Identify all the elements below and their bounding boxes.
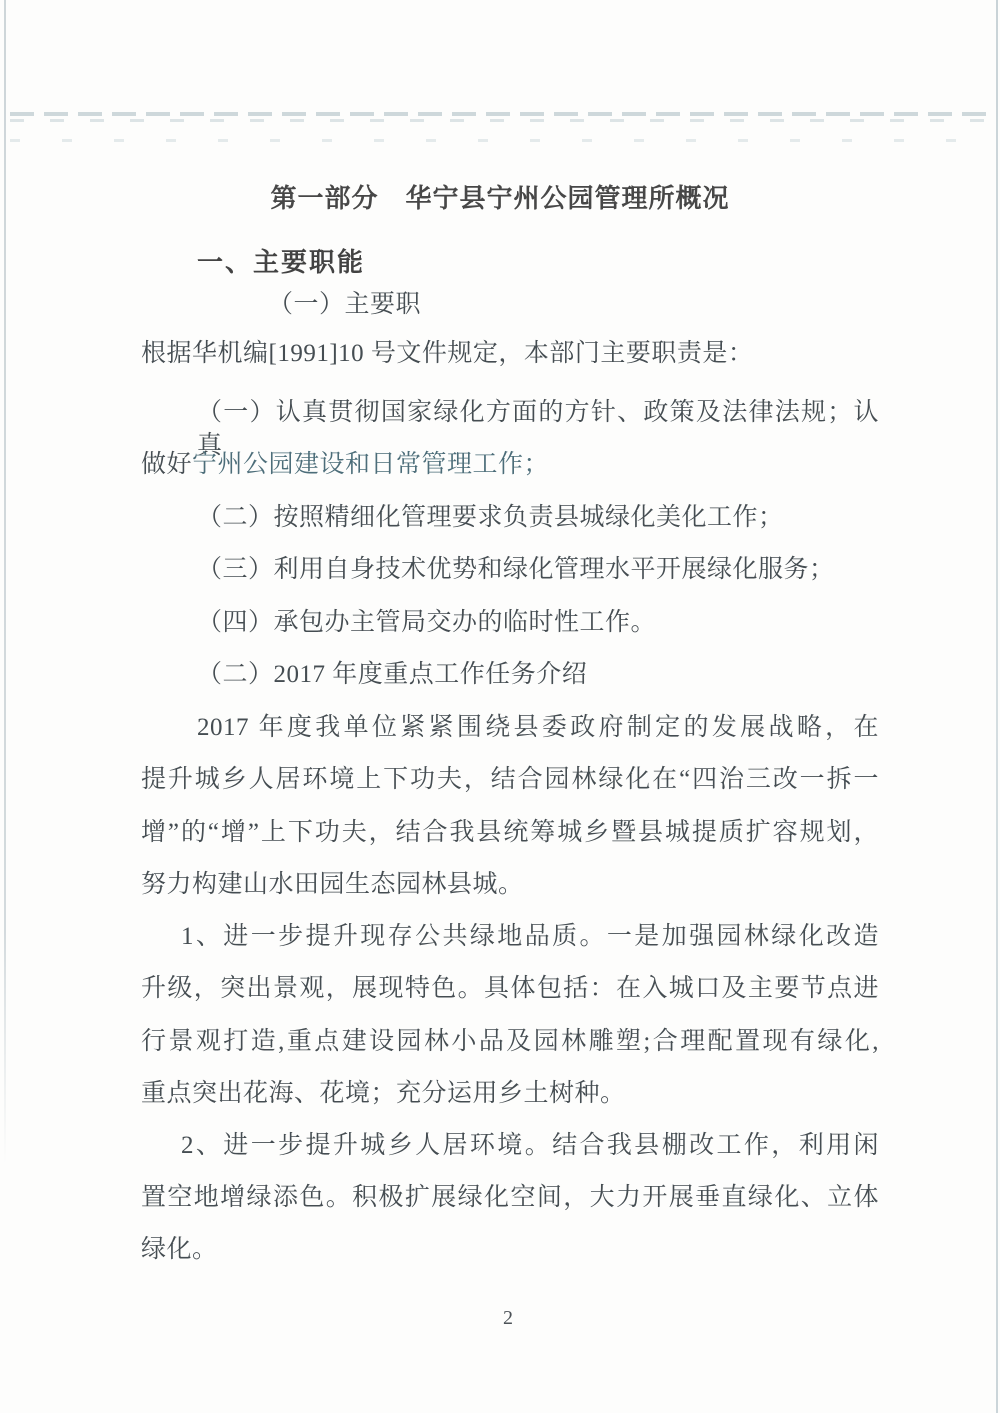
task-item-2-line-2: 置空地增绿添色。积极扩展绿化空间，大力开展垂直绿化、立体 [141,1184,879,1211]
duty-item-1-line-2-teal: 宁州公园建设和日常管理工作； [192,451,550,478]
intro-line: 根据华机编[1991]10 号文件规定，本部门主要职责是： [141,340,754,367]
section-heading-main-functions: 一、主要职能 [197,247,366,277]
task-item-1-line-4: 重点突出花海、花境；充分运用乡土树种。 [141,1080,626,1107]
scan-artifact-band-3 [10,139,992,142]
tasks-subsection-heading: （二）2017 年度重点工作任务介绍 [197,661,588,688]
task-item-1-line-1: 1、进一步提升现存公共绿地品质。一是加强园林绿化改造 [181,923,879,950]
subsection-heading-main-duties: （一）主要职 [268,291,422,318]
duty-item-1-line-2-dark: 做好 [141,451,193,478]
task-item-1-line-2: 升级，突出景观，展现特色。具体包括：在入城口及主要节点进 [141,975,879,1002]
page-number: 2 [503,1307,513,1329]
left-scan-edge-line [4,0,6,1164]
task-item-1-line-3: 行景观打造,重点建设园林小品及园林雕塑;合理配置现有绿化, [141,1028,879,1055]
duty-item-4: （四）承包办主管局交办的临时性工作。 [197,609,657,636]
tasks-paragraph-line-2: 提升城乡人居环境上下功夫，结合园林绿化在“四治三改一拆一 [141,766,879,793]
duty-item-3: （三）利用自身技术优势和绿化管理水平开展绿化服务； [197,556,835,583]
scan-artifact-band-1 [10,112,992,116]
tasks-paragraph-line-1: 2017 年度我单位紧紧围绕县委政府制定的发展战略，在 [197,714,879,741]
duty-item-1-line-1: （一）认真贯彻国家绿化方面的方针、政策及法律法规；认真 [197,399,879,459]
duty-item-1-line-2 [141,448,879,482]
scan-artifact-band-2 [10,119,992,122]
document-title: 第一部分 华宁县宁州公园管理所概况 [270,183,730,213]
tasks-paragraph-line-4: 努力构建山水田园生态园林县城。 [141,871,524,898]
task-item-2-line-1: 2、进一步提升城乡人居环境。结合我县棚改工作，利用闲 [181,1132,879,1159]
duty-item-2: （二）按照精细化管理要求负责县城绿化美化工作； [197,504,784,531]
task-item-2-line-3: 绿化。 [141,1236,218,1263]
tasks-paragraph-line-3: 增”的“增”上下功夫，结合我县统筹城乡暨县城提质扩容规划， [141,819,879,846]
